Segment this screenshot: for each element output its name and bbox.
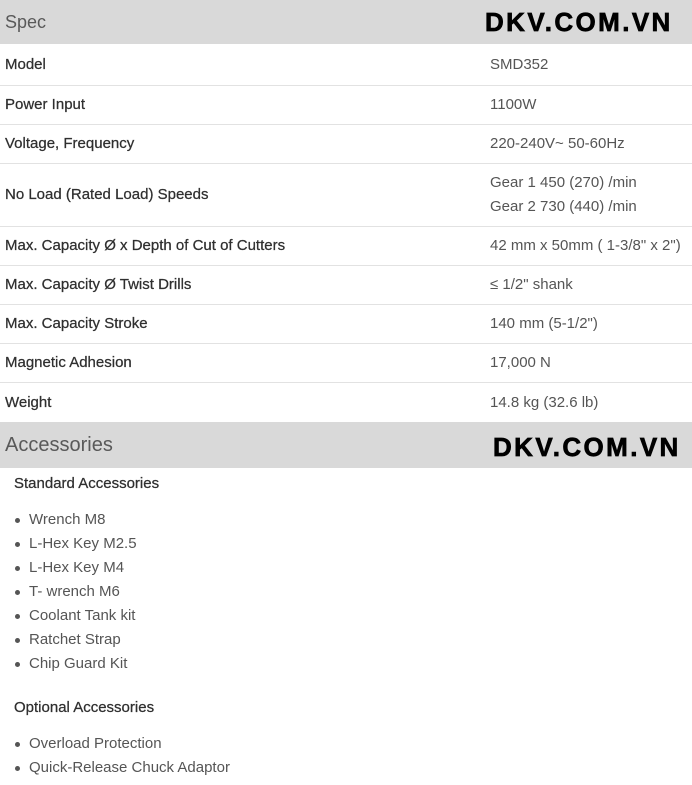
spec-label: Max. Capacity Stroke: [5, 315, 148, 332]
spec-label: Voltage, Frequency: [5, 135, 135, 152]
spec-row-cutter-capacity: [0, 227, 692, 266]
spec-table: [0, 44, 692, 422]
spec-row-magnetic-adhesion: [0, 344, 692, 383]
spec-value: 14.8 kg (32.6 lb): [490, 393, 599, 411]
list-item: Wrench M8: [14, 508, 692, 532]
accessories-header: [0, 422, 692, 468]
spec-value: 42 mm x 50mm ( 1-3/8" x 2"): [490, 237, 681, 254]
spec-label: Max. Capacity Ø Twist Drills: [5, 276, 192, 293]
list-item: Quick-Release Chuck Adaptor: [14, 756, 692, 780]
accessories-title: Accessories: [5, 433, 113, 456]
spec-value: [485, 171, 637, 219]
accessories-content: [0, 472, 692, 780]
optional-accessories-list: [14, 732, 692, 780]
standard-accessories-list: [14, 508, 692, 676]
spec-row-power-input: [0, 86, 692, 125]
spec-label: Model: [5, 55, 46, 73]
list-item: Coolant Tank kit: [14, 604, 692, 628]
spec-row-stroke: [0, 305, 692, 344]
spec-value: 220-240V~ 50-60Hz: [490, 135, 625, 152]
list-item: L-Hex Key M4: [14, 556, 692, 580]
spec-label: Weight: [5, 393, 52, 411]
list-item: L-Hex Key M2.5: [14, 532, 692, 556]
spec-row-weight: [0, 383, 692, 422]
spec-value-gear-2: Gear 2 730 (440) /min: [490, 198, 637, 215]
spec-label: Power Input: [5, 96, 86, 113]
spec-row-voltage-frequency: [0, 125, 692, 164]
spec-header: [0, 0, 692, 44]
spec-value: 140 mm (5-1/2"): [490, 315, 598, 332]
spec-title: Spec: [5, 11, 47, 32]
spec-label: Max. Capacity Ø x Depth of Cut of Cutters: [5, 237, 286, 254]
spec-row-twist-drill-capacity: [0, 266, 692, 305]
standard-accessories-title: Standard Accessories: [14, 475, 160, 492]
spec-value: SMD352: [490, 55, 549, 73]
watermark-logo: DKV.COM.VN: [493, 432, 681, 462]
spec-label: Magnetic Adhesion: [5, 354, 132, 371]
spec-row-model: [0, 44, 692, 86]
list-item: Ratchet Strap: [14, 628, 692, 652]
watermark-logo: DKV.COM.VN: [485, 7, 673, 37]
spec-value-gear-1: Gear 1 450 (270) /min: [490, 174, 637, 191]
spec-label: No Load (Rated Load) Speeds: [5, 186, 209, 203]
spec-row-no-load-speeds: [0, 164, 692, 227]
spec-value: ≤ 1/2" shank: [490, 276, 573, 293]
spec-value: 17,000 N: [490, 354, 551, 371]
spec-value: 1100W: [490, 96, 537, 113]
list-item: Overload Protection: [14, 732, 692, 756]
list-item: Chip Guard Kit: [14, 652, 692, 676]
list-item: T- wrench M6: [14, 580, 692, 604]
accessories-section: [0, 422, 692, 780]
optional-accessories-title: Optional Accessories: [14, 699, 155, 716]
